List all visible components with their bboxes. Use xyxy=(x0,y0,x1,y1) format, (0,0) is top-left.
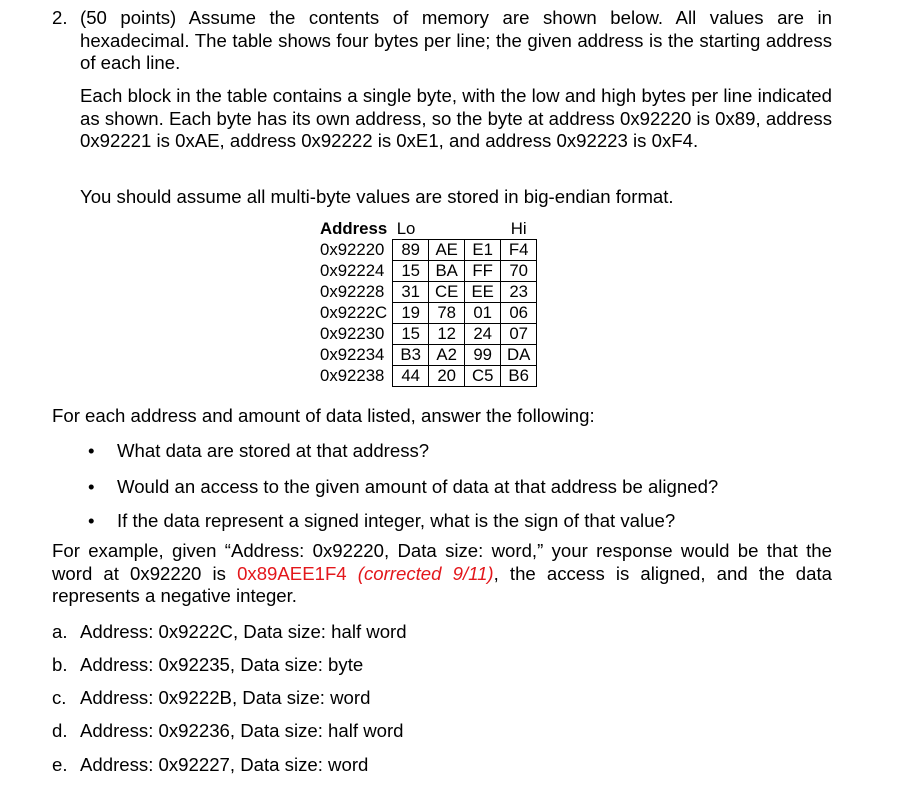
subquestion-letter: a. xyxy=(52,621,68,642)
endianness-note: You should assume all multi-byte values are stored in big-endian format. xyxy=(80,186,674,207)
instructions-prompt: For each address and amount of data listed, answer the following: xyxy=(52,405,595,426)
memory-row-address: 0x92220 xyxy=(320,240,385,259)
memory-row-address: 0x92230 xyxy=(320,324,385,343)
memory-byte-cell: 20 xyxy=(429,366,465,387)
example-paragraph xyxy=(52,540,832,608)
memory-byte-cell: EE xyxy=(465,282,501,303)
memory-byte-cell: CE xyxy=(429,282,465,303)
question-bullet-text: If the data represent a signed integer, what is the sign of that value? xyxy=(117,510,676,531)
memory-byte-cell: 99 xyxy=(465,345,501,366)
memory-row xyxy=(316,366,537,387)
memory-byte-cell: DA xyxy=(501,345,537,366)
memory-byte-cell: FF xyxy=(465,261,501,282)
subquestion-letter: d. xyxy=(52,720,68,741)
memory-row-address: 0x92234 xyxy=(320,345,385,364)
question-number: 2. xyxy=(52,7,68,28)
subquestion-item xyxy=(52,754,368,777)
correction-note: (corrected 9/11) xyxy=(357,562,494,584)
memory-row-address: 0x92238 xyxy=(320,366,385,385)
subquestion-item xyxy=(52,621,407,644)
subquestion-text: Address: 0x92235, Data size: byte xyxy=(80,654,364,675)
hi-column-header: Hi xyxy=(510,219,527,238)
memory-row xyxy=(316,303,537,324)
memory-byte-cell: 78 xyxy=(429,303,465,324)
subquestion-letter: e. xyxy=(52,754,68,775)
memory-byte-cell: 15 xyxy=(393,261,429,282)
memory-byte-cell: 31 xyxy=(393,282,429,303)
memory-byte-cell: 44 xyxy=(393,366,429,387)
memory-byte-cell: 12 xyxy=(429,324,465,345)
memory-byte-cell: 07 xyxy=(501,324,537,345)
example-text-before: For example, given “Address: 0x92220, Data size: word,” your response would be that the word at 0x92220 is xyxy=(52,540,832,584)
subquestion-text: Address: 0x9222C, Data size: half word xyxy=(80,621,407,642)
memory-byte-cell: BA xyxy=(429,261,465,282)
subquestion-item xyxy=(52,687,370,710)
memory-row xyxy=(316,261,537,282)
subquestion-letter: b. xyxy=(52,654,68,675)
memory-row-address: 0x9222C xyxy=(320,303,388,322)
bullet-dot-icon: • xyxy=(88,476,95,497)
subquestion-item xyxy=(52,654,363,677)
memory-byte-cell: 23 xyxy=(501,282,537,303)
memory-byte-cell: 89 xyxy=(393,240,429,261)
memory-byte-cell: C5 xyxy=(465,366,501,387)
example-text-after: , the access is aligned, and the data represents a negative integer. xyxy=(52,562,832,606)
address-column-header: Address xyxy=(320,219,388,239)
memory-byte-cell: F4 xyxy=(501,240,537,261)
memory-row-address: 0x92228 xyxy=(320,282,385,301)
memory-byte-cell: 19 xyxy=(393,303,429,324)
memory-row xyxy=(316,324,537,345)
memory-byte-cell: 01 xyxy=(465,303,501,324)
question-bullet-text: Would an access to the given amount of data at that address be aligned? xyxy=(117,476,719,497)
memory-byte-cell: 06 xyxy=(501,303,537,324)
memory-byte-cell: AE xyxy=(429,240,465,261)
memory-table xyxy=(316,219,537,387)
lo-column-header: Lo xyxy=(396,219,416,238)
subquestion-letter: c. xyxy=(52,687,67,708)
memory-byte-cell: E1 xyxy=(465,240,501,261)
bullet-dot-icon: • xyxy=(88,510,95,531)
memory-row xyxy=(316,282,537,303)
memory-byte-cell: B6 xyxy=(501,366,537,387)
memory-byte-cell: A2 xyxy=(429,345,465,366)
memory-byte-cell: B3 xyxy=(393,345,429,366)
subquestion-item xyxy=(52,720,404,743)
subquestion-text: Address: 0x9222B, Data size: word xyxy=(80,687,371,708)
memory-byte-cell: 24 xyxy=(465,324,501,345)
question-intro: (50 points) Assume the contents of memory are shown below. All values are in hexadecimal. The table shows four bytes per line; the given address is the starting address of each line. xyxy=(80,7,832,73)
memory-table-header xyxy=(316,219,537,240)
memory-byte-cell: 15 xyxy=(393,324,429,345)
bullet-dot-icon: • xyxy=(88,440,95,461)
byte-explanation-paragraph: Each block in the table contains a single byte, with the low and high bytes per line indicated as shown. Each byte has its own address, so the byte at address 0x92220 is 0x89, address 0x92221 is 0xAE, address 0x92222 is 0xE1, and address 0x92223 is 0xF4. xyxy=(80,85,832,151)
question-bullet-text: What data are stored at that address? xyxy=(117,440,430,461)
memory-row xyxy=(316,240,537,261)
subquestion-text: Address: 0x92236, Data size: half word xyxy=(80,720,404,741)
subquestion-text: Address: 0x92227, Data size: word xyxy=(80,754,369,775)
memory-row xyxy=(316,345,537,366)
example-answer-value: 0x89AEE1F4 xyxy=(237,562,347,584)
memory-row-address: 0x92224 xyxy=(320,261,385,280)
memory-byte-cell: 70 xyxy=(501,261,537,282)
